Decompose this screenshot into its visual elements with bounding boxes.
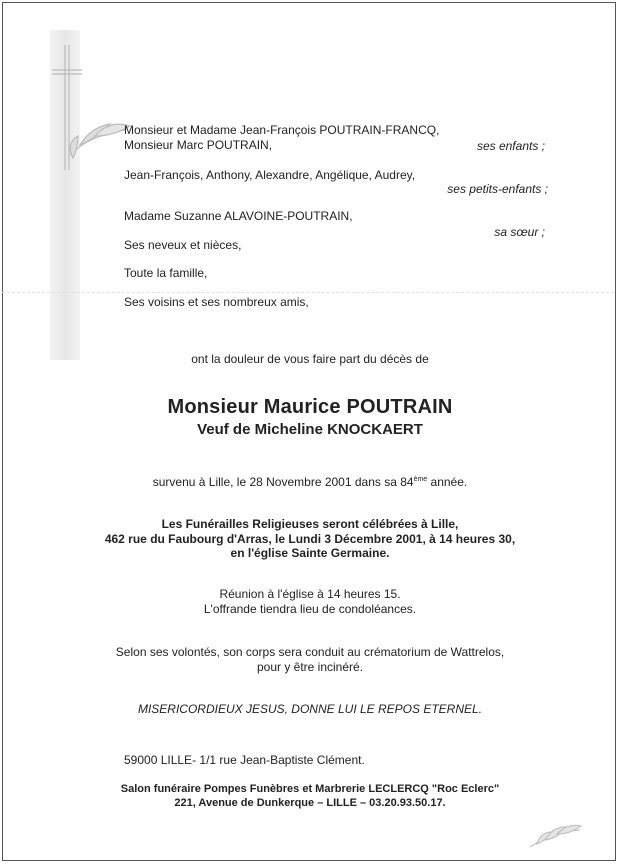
undertaker-line-2: 221, Avenue de Dunkerque – LILLE – 03.20.93.50.17. xyxy=(174,797,446,809)
funeral-line-3: en l'église Sainte Germaine. xyxy=(230,546,390,560)
fold-line xyxy=(2,292,614,293)
wishes-line-2: pour y être incinéré. xyxy=(256,660,364,674)
death-line: survenu à Lille, le 28 Novembre 2001 dans sa 84ème année. xyxy=(152,475,468,489)
children-line-1: Monsieur et Madame Jean-François POUTRAIN-FRANCQ, xyxy=(124,123,440,137)
nephews-line: Ses neveux et nièces, xyxy=(124,238,242,252)
wishes-line-1: Selon ses volontés, son corps sera conduit au crématorium de Wattrelos, xyxy=(115,645,505,659)
neighbours-line: Ses voisins et ses nombreux amis, xyxy=(124,295,309,309)
family-line: Toute la famille, xyxy=(124,266,208,280)
children-role: ses enfants ; xyxy=(476,139,545,153)
prayer-line: MISERICORDIEUX JESUS, DONNE LUI LE REPOS ETERNEL. xyxy=(137,702,483,716)
intro-line: ont la douleur de vous faire part du décès de xyxy=(191,352,429,366)
address-line: 59000 LILLE- 1/1 rue Jean-Baptiste Clément. xyxy=(124,753,365,767)
lily-corner-icon xyxy=(525,812,585,852)
grandchildren-role: ses petits-enfants ; xyxy=(447,182,548,196)
funeral-line-2: 462 rue du Faubourg d'Arras, le Lundi 3 Décembre 2001, à 14 heures 30, xyxy=(104,532,516,546)
offering-line: L'offrande tiendra lieu de condoléances. xyxy=(203,602,417,616)
widower-line: Veuf de Micheline KNOCKAERT xyxy=(197,421,423,438)
funeral-line-1: Les Funérailles Religieuses seront célébrées à Lille, xyxy=(161,517,459,531)
undertaker-line-1: Salon funéraire Pompes Funèbres et Marbrerie LECLERCQ "Roc Eclerc" xyxy=(120,783,500,795)
deceased-name: Monsieur Maurice POUTRAIN xyxy=(167,396,453,418)
grandchildren-line: Jean-François, Anthony, Alexandre, Angélique, Audrey, xyxy=(124,168,416,182)
children-line-2: Monsieur Marc POUTRAIN, xyxy=(124,138,273,152)
meeting-line: Réunion à l'église à 14 heures 15. xyxy=(219,587,401,601)
sister-line: Madame Suzanne ALAVOINE-POUTRAIN, xyxy=(124,209,353,223)
sister-role: sa sœur ; xyxy=(494,225,545,239)
